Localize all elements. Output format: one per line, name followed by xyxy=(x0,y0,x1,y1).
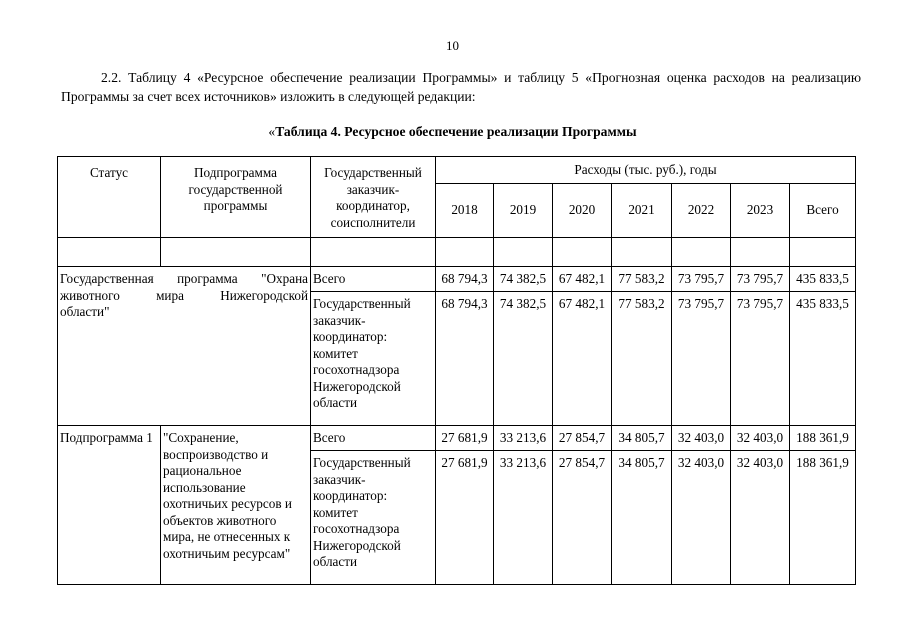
value-cell: 77 583,2 xyxy=(612,267,672,292)
header-year: 2023 xyxy=(731,184,790,238)
column-number xyxy=(731,238,790,267)
column-number xyxy=(612,238,672,267)
value-cell: 33 213,6 xyxy=(494,451,553,585)
header-year: 2021 xyxy=(612,184,672,238)
value-cell: 73 795,7 xyxy=(731,267,790,292)
table-title xyxy=(0,124,905,140)
total-cell: 188 361,9 xyxy=(790,451,856,585)
column-number xyxy=(790,238,856,267)
value-cell: 32 403,0 xyxy=(731,426,790,451)
intro-paragraph: 2.2. Таблицу 4 «Ресурсное обеспечение реализации Программы» и таблицу 5 «Прогнозная оценка расходов на реализацию Программы за счет всех источников» изложить в следующей редакции: xyxy=(61,70,861,104)
value-cell: 67 482,1 xyxy=(553,267,612,292)
total-cell: 435 833,5 xyxy=(790,267,856,292)
column-number xyxy=(58,238,161,267)
value-cell: 73 795,7 xyxy=(731,292,790,426)
column-number xyxy=(494,238,553,267)
column-number xyxy=(553,238,612,267)
value-cell: 27 681,9 xyxy=(436,451,494,585)
value-cell: 32 403,0 xyxy=(731,451,790,585)
header-total: Всего xyxy=(790,184,856,238)
value-cell: 74 382,5 xyxy=(494,267,553,292)
program-status xyxy=(58,267,311,426)
column-number xyxy=(436,238,494,267)
value-cell: 68 794,3 xyxy=(436,267,494,292)
header-status: Статус xyxy=(58,157,161,238)
page-number: 10 xyxy=(446,38,459,53)
value-cell: 27 854,7 xyxy=(553,451,612,585)
value-cell: 67 482,1 xyxy=(553,292,612,426)
customer-cell: Всего xyxy=(311,267,436,292)
program-status-line: области" xyxy=(60,304,110,319)
column-number xyxy=(311,238,436,267)
header-year: 2020 xyxy=(553,184,612,238)
customer-cell: Всего xyxy=(311,426,436,451)
value-cell: 34 805,7 xyxy=(612,426,672,451)
header-subprogram: Подпрограмма государственной программы xyxy=(161,157,311,238)
value-cell: 68 794,3 xyxy=(436,292,494,426)
subprogram-name: "Сохранение, воспроизводство и рациональное использование охотничьих ресурсов и объектов животного мира, не отнесенных к охотничьим ресурсам" xyxy=(161,426,311,585)
value-cell: 77 583,2 xyxy=(612,292,672,426)
column-number xyxy=(161,238,311,267)
total-cell: 435 833,5 xyxy=(790,292,856,426)
table-row xyxy=(58,267,856,292)
header-row xyxy=(58,157,856,184)
column-number-row xyxy=(58,238,856,267)
subprogram-status: Подпрограмма 1 xyxy=(58,426,161,585)
value-cell: 33 213,6 xyxy=(494,426,553,451)
value-cell: 27 681,9 xyxy=(436,426,494,451)
customer-cell: Государственный заказчик-координатор: комитет госохотнадзора Нижегородской области xyxy=(311,451,436,585)
header-year: 2018 xyxy=(436,184,494,238)
total-cell: 188 361,9 xyxy=(790,426,856,451)
table-title-text: Таблица 4. Ресурсное обеспечение реализации Программы xyxy=(275,124,637,139)
column-number xyxy=(672,238,731,267)
table-row xyxy=(58,426,856,451)
value-cell: 32 403,0 xyxy=(672,426,731,451)
value-cell: 73 795,7 xyxy=(672,267,731,292)
header-year: 2022 xyxy=(672,184,731,238)
table-title-quote: « xyxy=(268,124,276,139)
value-cell: 27 854,7 xyxy=(553,426,612,451)
value-cell: 74 382,5 xyxy=(494,292,553,426)
value-cell: 32 403,0 xyxy=(672,451,731,585)
customer-cell: Государственный заказчик-координатор: комитет госохотнадзора Нижегородской области xyxy=(311,292,436,426)
program-status-line: животного мира Нижегородской xyxy=(60,287,308,303)
resource-table xyxy=(57,156,856,585)
header-year: 2019 xyxy=(494,184,553,238)
value-cell: 73 795,7 xyxy=(672,292,731,426)
program-status-line: Государственная программа "Охрана xyxy=(60,271,308,286)
value-cell: 34 805,7 xyxy=(612,451,672,585)
header-expenses: Расходы (тыс. руб.), годы xyxy=(436,157,856,184)
header-customer: Государственный заказчик-координатор, соисполнители xyxy=(311,157,436,238)
